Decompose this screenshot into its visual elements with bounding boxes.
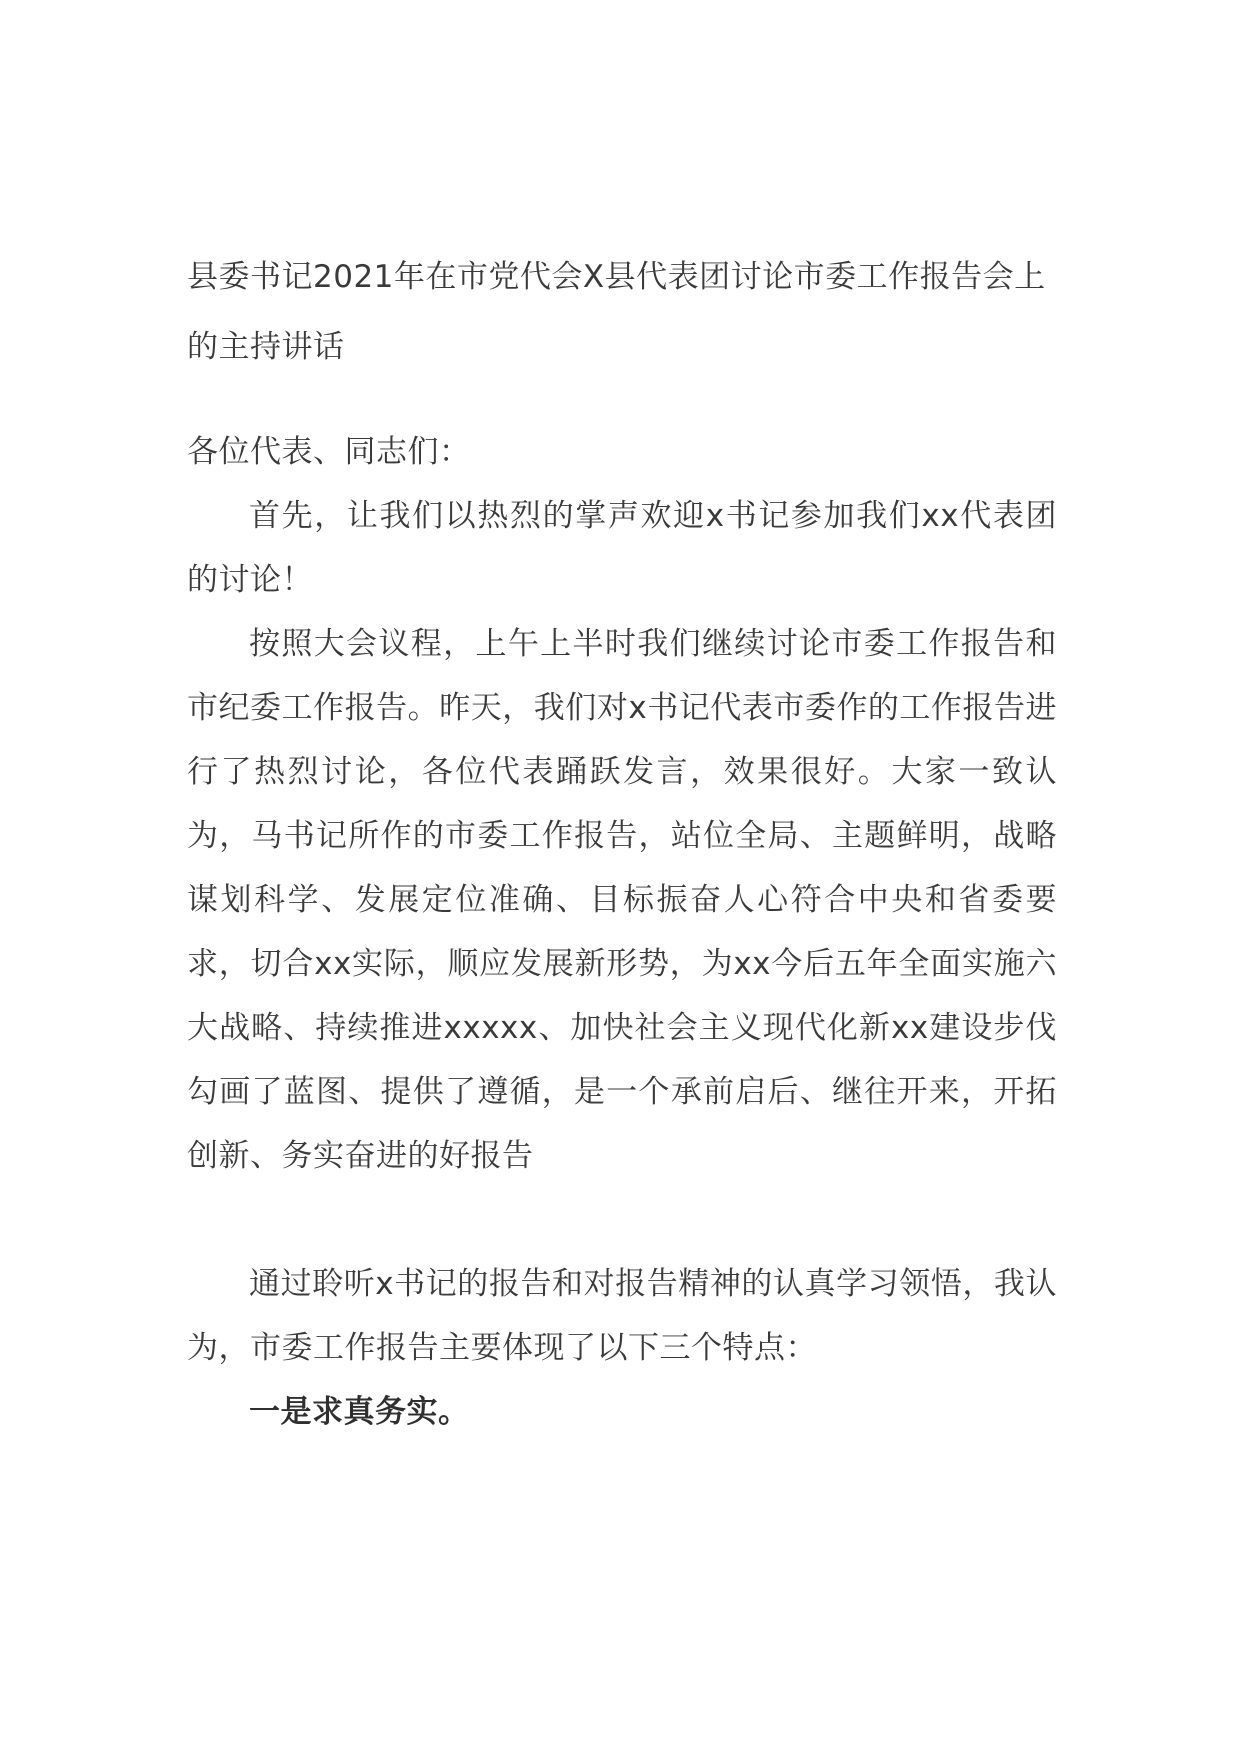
document-body — [187, 242, 1057, 1444]
paragraph-features: 通过聆听x书记的报告和对报告精神的认真学习领悟，我认为，市委工作报告主要体现了以下三个特点： — [187, 1266, 1057, 1366]
document-title: 县委书记2021年在市党代会X县代表团讨论市委工作报告会上的主持讲话 — [187, 259, 1046, 365]
paragraph-agenda: 按照大会议程，上午上半时我们继续讨论市委工作报告和市纪委工作报告。昨天，我们对x书记代表市委作的工作报告进行了热烈讨论，各位代表踊跃发言，效果很好。大家一致认为，马书记所作的市委工作报告，站位全局、主题鲜明，战略谋划科学、发展定位准确、目标振奋人心符合中央和省委要求，切合xx实际，顺应发展新形势，为xx今后五年全面实施六大战略、持续推进xxxxx、加快社会主义现代化新xx建设步伐勾画了蓝图、提供了遵循，是一个承前启后、继往开来，开拓创新、务实奋进的好报告 — [187, 626, 1057, 1174]
paragraph-welcome: 首先，让我们以热烈的掌声欢迎x书记参加我们xx代表团的讨论！ — [187, 498, 1057, 598]
point-heading-one: 一是求真务实。 — [249, 1394, 470, 1430]
salutation: 各位代表、同志们： — [187, 434, 471, 470]
